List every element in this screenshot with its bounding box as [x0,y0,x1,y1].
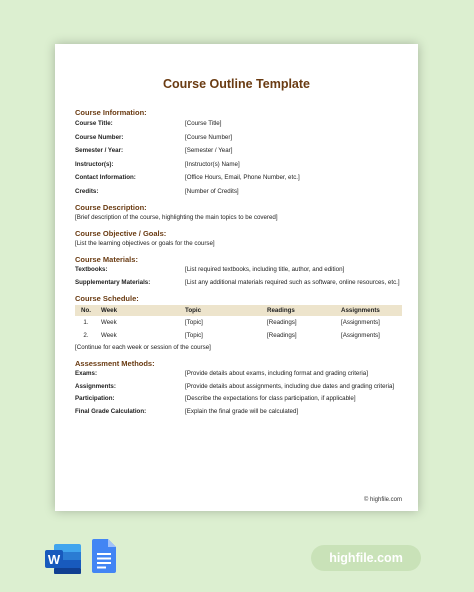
field-label: Course Title: [75,120,113,127]
field-label: Course Number: [75,133,124,141]
field-label: Final Grade Calculation: [75,407,147,415]
svg-text:W: W [47,552,61,567]
field-row [75,368,402,381]
field-label: Contact Information: [75,174,136,181]
column-header: Readings [263,305,337,316]
table-cell: [Topic] [185,319,203,326]
table-cell: [Topic] [185,332,203,339]
field-value: [Course Number] [185,133,233,141]
field-value: [Provide details about exams, including format and grading criteria] [185,370,368,377]
field-row [75,131,402,145]
table-cell: [Assignments] [341,319,380,326]
field-row [75,171,402,185]
table-header-row [75,305,402,316]
field-row [75,144,402,158]
field-row [75,264,402,277]
field-label: Exams: [75,370,98,377]
course-schedule-heading: Course Schedule: [75,294,139,303]
field-label: Assignments: [75,382,116,390]
field-label: Semester / Year: [75,147,124,154]
table-cell: [Readings] [267,319,297,326]
field-row [75,381,402,394]
copyright-credit: © highfile.com [363,497,402,503]
column-header: No. [75,305,97,316]
table-cell: [Readings] [267,332,297,339]
table-row [75,316,402,329]
highfile-brand-badge[interactable]: highfile.com [311,545,421,571]
field-value: [List any additional materials required such as software, online resources, etc.] [185,278,400,286]
google-docs-icon[interactable] [92,539,116,573]
document-title: Course Outline Template [162,77,310,91]
field-row [75,393,402,406]
column-header: Week [97,305,181,316]
table-cell: 2. [83,332,89,339]
course-information-fields [75,117,402,198]
field-value: [List required textbooks, including title, author, and edition] [185,266,345,273]
field-label: Credits: [75,187,99,195]
document-content [75,108,402,418]
field-value: [Instructor(s) Name] [185,160,240,168]
field-value: [Course Title] [185,120,222,127]
field-value: [Office Hours, Email, Phone Number, etc.] [185,174,300,181]
course-objective-heading: Course Objective / Goals: [75,229,167,238]
table-row [75,329,402,342]
assessment-methods-heading: Assessment Methods: [75,359,155,368]
field-value: [Number of Credits] [185,187,239,195]
field-value: [Semester / Year] [185,147,233,154]
field-row [75,158,402,172]
table-cell: Week [101,332,117,339]
field-value: [Provide details about assignments, including due dates and grading criteria] [185,382,395,390]
schedule-note: [Continue for each week or session of the course] [75,344,211,351]
field-row [75,185,402,199]
field-label: Supplementary Materials: [75,278,151,286]
course-description-heading: Course Description: [75,203,147,212]
field-value: [Explain the final grade will be calculated] [185,407,299,415]
schedule-table [75,305,402,342]
document-page [55,44,418,511]
table-cell: 1. [83,319,89,326]
course-information-heading: Course Information: [75,108,147,117]
course-materials-heading: Course Materials: [75,255,138,264]
field-value: [Describe the expectations for class participation, if applicable] [185,395,356,402]
course-objective-text: [List the learning objectives or goals for the course] [75,240,215,247]
field-row [75,277,402,290]
column-header: Assignments [337,305,402,316]
table-cell: [Assignments] [341,332,380,339]
field-label: Instructor(s): [75,160,114,168]
course-description-text: [Brief description of the course, highlighting the main topics to be covered] [75,214,278,221]
field-row [75,406,402,419]
field-label: Participation: [75,395,115,402]
table-cell: Week [101,319,117,326]
column-header: Topic [181,305,263,316]
word-icon[interactable] [44,543,82,575]
field-row [75,117,402,131]
field-label: Textbooks: [75,266,108,273]
